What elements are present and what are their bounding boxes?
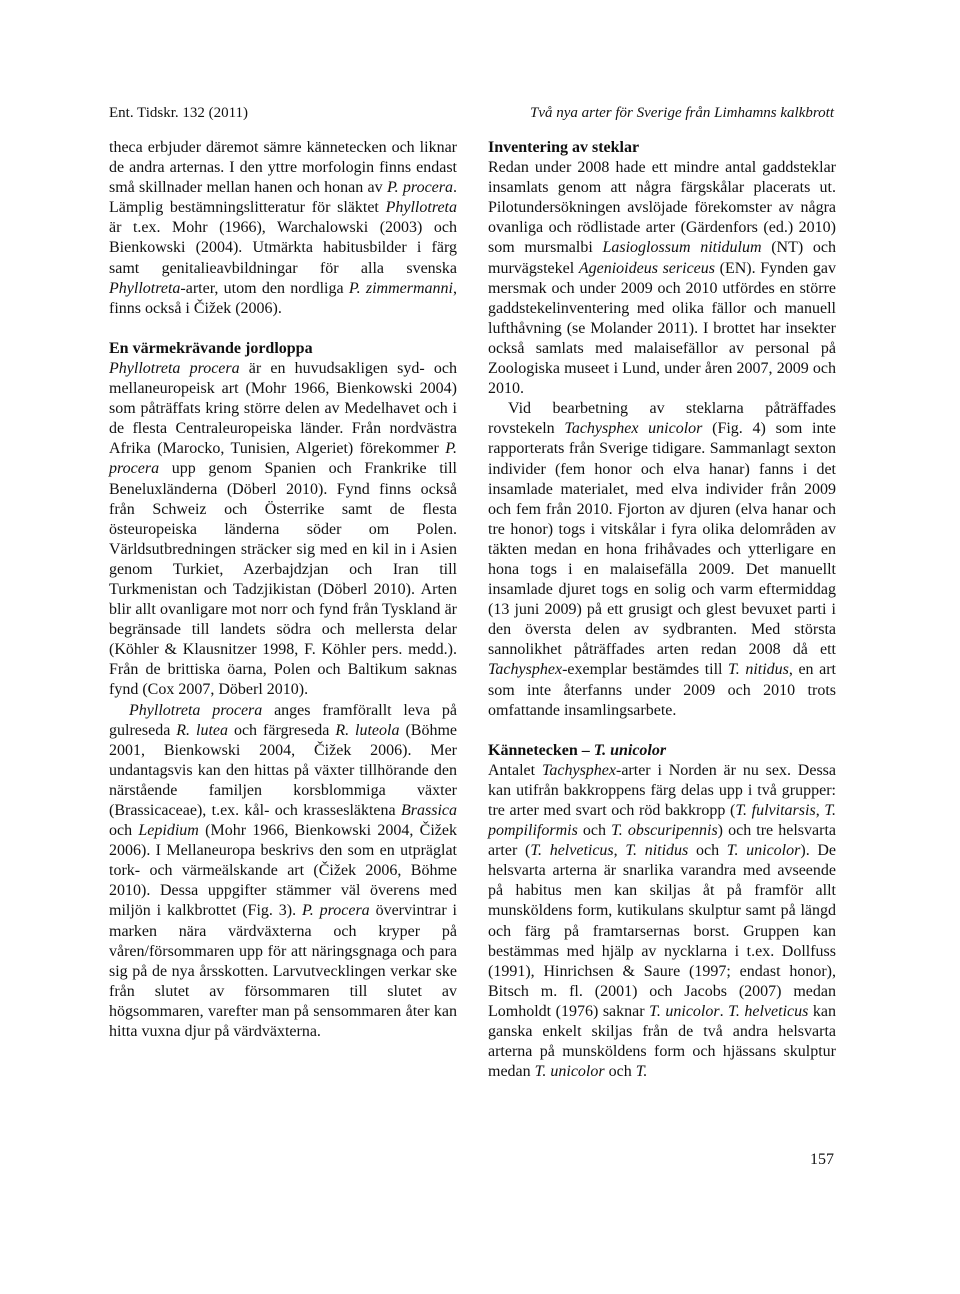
section-heading: En värmekrävande jordloppa: [109, 339, 313, 357]
paragraph: Vid bearbetning av steklarna påträffades rovstekeln Tachysphex unicolor (Fig. 4) som inte rapporterats från Sverige tidigare. Sammanlagt sexton individer (fem honor och elva hanar) fanns i det insamlade materialet, med elva individer från 2009 och fem från 2010. Fjorton av djuren (elva hanar och tre honor) togs i vitskålar i fyra olika delområden av täkten medan en hona frihåvades och ytterligare en hona togs i en malaisefälla 2009. Det manuellt insamlade djuret togs en solig och varm eftermiddag (13 juni 2009) på ett grusigt och glest bevuxet parti i den översta delen av sydbranten. Med största sannolikhet påträffades arten redan 2008 då ett Tachysphex-exemplar bestämdes till T. nitidus, en art som inte återfanns under 2009 och 2010 trots omfattande insamlingsarbete.: [488, 400, 836, 719]
paragraph: Phyllotreta procera anges framförallt leva på gulreseda R. lutea och färgreseda R. luteola (Böhme 2001, Bienkowski 2004, Čižek 2006). Mer undantagsvis kan den hittas på växter tillhörande den närstående familjen korsblommiga växter (Brassicaceae), t.ex. kål- och krassesläktena Brassica och Lepidium (Mohr 1966, Bienkowski 2004, Čižek 2006). I Mellaneuropa beskrivs den som en utpräglat tork- och värmeälskande art (Čižek 2006, Böhme 2010). Dessa uppgifter stämmer väl överens med miljön i kalkbrottet (Fig. 3). P. procera övervintrar i marken nära värdväxterna och kryper på våren/försommaren upp för att näringsgnaga och para sig på de nya årsskotten. Larvutvecklingen verkar ske från slutet av försommaren till slutet av högsommaren, varefter man på sensommaren åter kan hitta vuxna djur på värdväxterna.: [109, 701, 457, 1041]
paragraph: Phyllotreta procera är en huvudsakligen syd- och mellaneuropeisk art (Mohr 1966, Bienkowski 2004) som påträffats kring större delen av Medelhavet och i de flesta Centraleuropeiska länder. Från nordvästra Afrika (Marocko, Tunisien, Algeriet) förekommer P. procera upp genom Spanien och Frankrike till Beneluxländerna (Döberl 2010). Fynd finns också från Schweiz och Österrike samt de flesta östeuropeiska länderna söder om Polen. Världsutbredningen sträcker sig med en kil in i Asien genom Turkiet, Azerbajdzjan och Iran till Turkmenistan och Tadzjikistan (Döberl 2010). Arten blir allt ovanligare mot norr och fynd från Tyskland är begränsade till landets södra och mellersta delar (Köhler & Klausnitzer 1998, F. Köhler pers. medd.). Från de brittiska öarna, Polen och Baltikum saknas fynd (Cox 2007, Döberl 2010).: [109, 359, 457, 699]
paragraph: theca erbjuder däremot sämre kännetecken och liknar de andra arternas. I den yttre morfologin finns endast små skillnader mellan hanen och honan av P. procera. Lämplig bestämningslitteratur för släktet Phyllotreta är t.ex. Mohr (1966), Warchalowski (2003) och Bienkowski (2004). Utmärkta habitusbilder i färg samt genitalieavbildningar för alla svenska Phyllotreta-arter, utom den nordliga P. zimmermanni, finns också i Čižek (2006).: [109, 139, 457, 317]
section-heading: Inventering av steklar: [488, 139, 640, 156]
right-column: [488, 138, 836, 1082]
left-column: [109, 138, 457, 1042]
running-header-article-title: Två nya arter för Sverige från Limhamns kalkbrott: [529, 105, 834, 121]
paragraph: Antalet Tachysphex-arter i Norden är nu sex. Dessa kan utifrån bakkroppens färg delas upp i två grupper: tre arter med svart och röd bakkropp (T. fulvitarsis, T. pompiliformis och T. obscuripennis) och tre helsvarta arter (T. helveticus, T. nitidus och T. unicolor). De helsvarta arterna är snarlika varandra med avseende på habitus men kan skiljas åt på framför allt munsköldens form, kutikulans skulptur samt på längd och färg på framtarsernas borst. Gruppen kan bestämmas med hjälp av nycklarna i t.ex. Dollfuss (1991), Hinrichsen & Saure (1997; endast honor), Bitsch m. fl. (2001) och Jacobs (2007) medan Lomholdt (1976) saknar T. unicolor. T. helveticus kan ganska enkelt skiljas från de två andra helsvarta arterna på munsköldens form och hjässans skulptur medan T. unicolor och T.: [488, 761, 837, 1081]
running-header-journal: Ent. Tidskr. 132 (2011): [109, 105, 249, 121]
paragraph: Redan under 2008 hade ett mindre antal gaddsteklar insamlats genom att några färgskålar placerats ut. Pilotundersökningen avslöjade förekomster av några ovanliga och rödlistade arter (Gärdenfors (ed.) 2010) som mursmalbi Lasioglossum nitidulum (NT) och murvägstekel Agenioideus sericeus (EN). Fynden gav mersmak och under 2009 och 2010 utfördes en större gaddstekelinventering med olika fällor och manuell lufthåvning (se Molander 2011). I brottet har insekter också samlats med malaisefällor av personal på Zoologiska museet i Lund, under åren 2007, 2009 och 2010.: [488, 159, 837, 398]
page-number: 157: [810, 1151, 834, 1168]
section-heading: Kännetecken – T. unicolor: [488, 741, 667, 759]
